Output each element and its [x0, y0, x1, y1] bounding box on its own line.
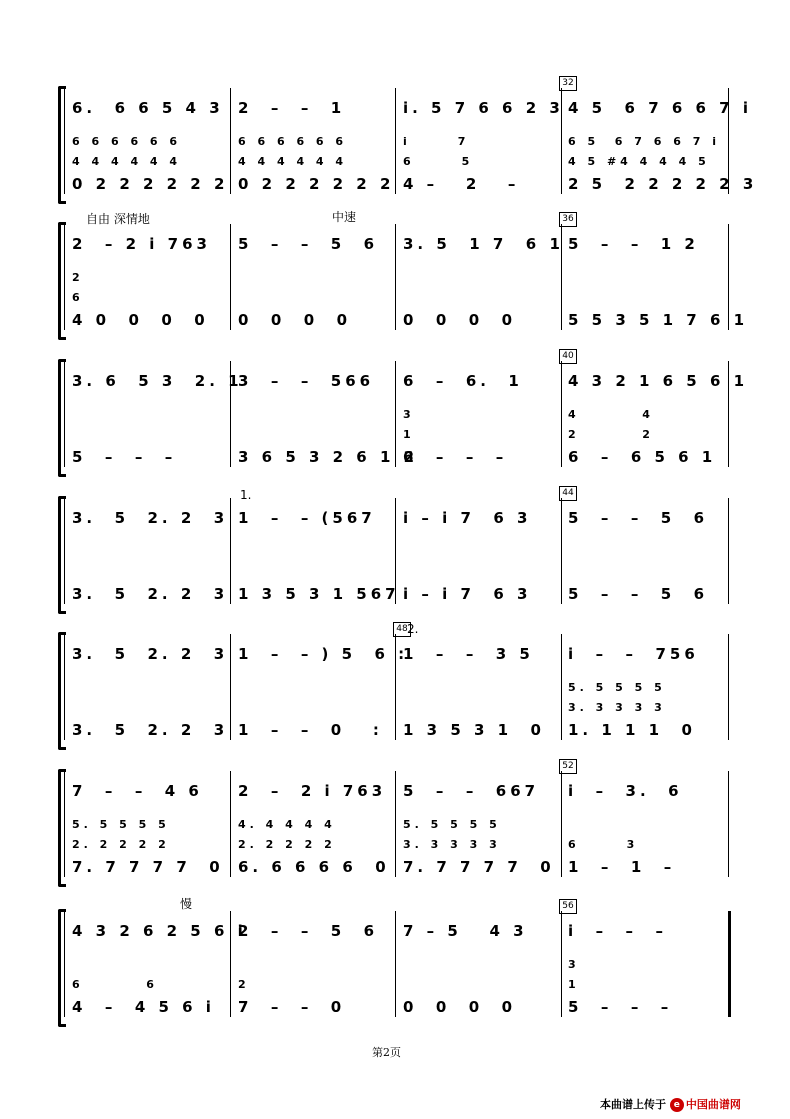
measure-number: 48	[393, 622, 411, 637]
barline	[728, 634, 729, 740]
credit-text: 本曲谱上传于	[600, 1098, 666, 1111]
middle-voice-lower: 4 4 4 4 4 4	[72, 155, 182, 168]
barline	[561, 771, 562, 877]
top-voice: 3. 6 5 3 2. 1	[72, 372, 243, 390]
middle-voice-upper: 3	[403, 408, 415, 421]
barline	[230, 88, 231, 194]
middle-voice-upper: i 7	[403, 135, 470, 148]
upload-credit	[600, 1096, 741, 1112]
barline	[561, 634, 562, 740]
middle-voice-upper: 6 6 6 6 6 6	[72, 135, 182, 148]
bass-voice: 6. 6 6 6 6 0	[238, 858, 390, 876]
middle-voice-lower: 6	[72, 291, 84, 304]
barline	[230, 634, 231, 740]
middle-voice-lower: 6 3	[568, 838, 639, 851]
middle-voice-lower: 4 5 #4 4 4 4 5	[568, 155, 710, 168]
middle-voice-upper: 4 4	[568, 408, 654, 421]
bass-voice: 4 – 2 –	[403, 175, 520, 193]
tempo-annotation: 中速	[332, 210, 357, 224]
barline	[395, 88, 396, 194]
middle-voice-upper: 2	[72, 271, 84, 284]
bass-voice: 1 3 5 3 1 0	[403, 721, 545, 739]
bass-voice: 0 2 2 2 2 2 2	[72, 175, 229, 193]
measure-number: 56	[559, 899, 577, 914]
barline	[230, 224, 231, 330]
final-barline	[728, 911, 731, 1017]
middle-voice-lower: 6 6	[72, 978, 158, 991]
barline	[728, 498, 729, 604]
bass-voice: 7. 7 7 7 7 0	[72, 858, 224, 876]
barline	[64, 771, 65, 877]
middle-voice-lower: 1	[403, 428, 415, 441]
bass-voice: 0 2 2 2 2 2 2	[238, 175, 395, 193]
middle-voice-lower: 4 4 4 4 4 4	[238, 155, 348, 168]
top-voice: 6. 6 6 5 4 3	[72, 99, 224, 117]
bass-voice: 4 0 0 0 0	[72, 311, 209, 329]
top-voice: 2 – 2 i 763	[238, 782, 387, 800]
middle-voice-lower: 2 2	[568, 428, 654, 441]
bass-voice: 7. 7 7 7 7 0	[403, 858, 555, 876]
bass-voice: 1. 1 1 1 0	[568, 721, 696, 739]
top-voice: 3 – – 566	[238, 372, 375, 390]
middle-voice-lower: 6 5	[403, 155, 474, 168]
top-voice: 5 – – 5 6	[238, 235, 379, 253]
barline	[395, 911, 396, 1017]
bass-voice: 3. 5 2. 2 3	[72, 585, 229, 603]
barline	[64, 911, 65, 1017]
bass-voice: 3. 5 2. 2 3	[72, 721, 229, 739]
middle-voice-upper: 4. 4 4 4 4	[238, 818, 336, 831]
bass-voice: i – i 7 6 3	[403, 585, 532, 603]
tempo-annotation: 慢	[180, 897, 193, 911]
top-voice: 6 – 6. 1	[403, 372, 523, 390]
middle-voice-lower: 2. 2 2 2 2	[72, 838, 170, 851]
bass-voice: 2 5 2 2 2 2 2 3	[568, 175, 758, 193]
tempo-annotation: 1.	[240, 488, 252, 502]
bass-voice: 0 0 0 0	[238, 311, 352, 329]
bass-voice: 1 – 1 –	[568, 858, 676, 876]
bass-voice: 6 – – –	[403, 448, 508, 466]
barline	[561, 911, 562, 1017]
barline	[230, 771, 231, 877]
middle-voice-upper: 5. 5 5 5 5	[72, 818, 170, 831]
bass-voice: 4 – 4 5 6 i	[72, 998, 215, 1016]
barline	[64, 361, 65, 467]
middle-voice-upper: 5. 5 5 5 5	[568, 681, 666, 694]
top-voice: 7 – 5 4 3	[403, 922, 528, 940]
middle-voice-lower: 2	[238, 978, 250, 991]
barline	[64, 498, 65, 604]
measure-number: 32	[559, 76, 577, 91]
middle-voice-lower: 3. 3 3 3 3	[568, 701, 666, 714]
top-voice: 4 3 2 6 2 5 6 i	[72, 922, 247, 940]
bass-voice: 0 0 0 0	[403, 998, 517, 1016]
barline	[64, 224, 65, 330]
bass-voice: 5 5 3 5 1 7 6 1	[568, 311, 749, 329]
middle-voice-upper: 3	[568, 958, 580, 971]
top-voice: 4 3 2 1 6 5 6 1	[568, 372, 749, 390]
barline	[395, 771, 396, 877]
top-voice: i – i 7 6 3	[403, 509, 532, 527]
bass-voice: 5 – – 5 6	[568, 585, 709, 603]
measure-number: 36	[559, 212, 577, 227]
middle-voice-lower: 2. 2 2 2 2	[238, 838, 336, 851]
site-logo-icon: e	[670, 1098, 684, 1112]
top-voice: 5 – – 5 6	[568, 509, 709, 527]
barline	[230, 498, 231, 604]
bass-voice: 7 – – 0	[238, 998, 346, 1016]
barline	[395, 224, 396, 330]
bass-voice: 1 3 5 3 1 567	[238, 585, 400, 603]
top-voice: i – – –	[568, 922, 667, 940]
top-voice: 5 – – 1 2	[568, 235, 699, 253]
barline	[64, 88, 65, 194]
top-voice: 7 – – 4 6	[72, 782, 203, 800]
barline	[561, 498, 562, 604]
middle-voice-upper: 6 5 6 7 6 6 7 i	[568, 135, 720, 148]
top-voice: 1 – – ) 5 6 :	[238, 645, 409, 663]
middle-voice-upper: 6 6 6 6 6 6	[238, 135, 348, 148]
bass-voice: 3 6 5 3 2 6 1 2	[238, 448, 419, 466]
barline	[728, 771, 729, 877]
top-voice: 4 5 6 7 6 6 7 i	[568, 99, 752, 117]
bass-voice: 0 0 0 0	[403, 311, 517, 329]
top-voice: i – 3. 6	[568, 782, 683, 800]
measure-number: 40	[559, 349, 577, 364]
tempo-annotation: 自由 深情地	[86, 212, 150, 226]
top-voice: 3. 5 2. 2 3	[72, 645, 229, 663]
bass-voice: 5 – – –	[72, 448, 177, 466]
measure-number: 52	[559, 759, 577, 774]
middle-voice-lower: 3. 3 3 3 3	[403, 838, 501, 851]
top-voice: i. 5 7 6 6 2 3	[403, 99, 564, 117]
top-voice: 2 – – 1	[238, 99, 346, 117]
bass-voice: 5 – – –	[568, 998, 673, 1016]
top-voice: 1 – – 3 5	[403, 645, 534, 663]
barline	[64, 634, 65, 740]
top-voice: 2 – – 5 6	[238, 922, 379, 940]
bass-voice: 1 – – 0 :	[238, 721, 383, 739]
site-name: 中国曲谱网	[685, 1098, 741, 1111]
top-voice: 1 – – (567	[238, 509, 376, 527]
measure-number: 44	[559, 486, 577, 501]
barline	[561, 361, 562, 467]
middle-voice-upper: 5. 5 5 5 5	[403, 818, 501, 831]
top-voice: i – – 756	[568, 645, 699, 663]
top-voice: 5 – – 667	[403, 782, 540, 800]
page-number: 第2页	[372, 1046, 401, 1059]
tempo-annotation: 2.	[407, 622, 419, 636]
top-voice: 3. 5 2. 2 3	[72, 509, 229, 527]
bass-voice: 6 – 6 5 6 1	[568, 448, 717, 466]
middle-voice-lower: 1	[568, 978, 580, 991]
top-voice: 3. 5 1 7 6 1	[403, 235, 564, 253]
top-voice: 2 – 2 i 763	[72, 235, 211, 253]
